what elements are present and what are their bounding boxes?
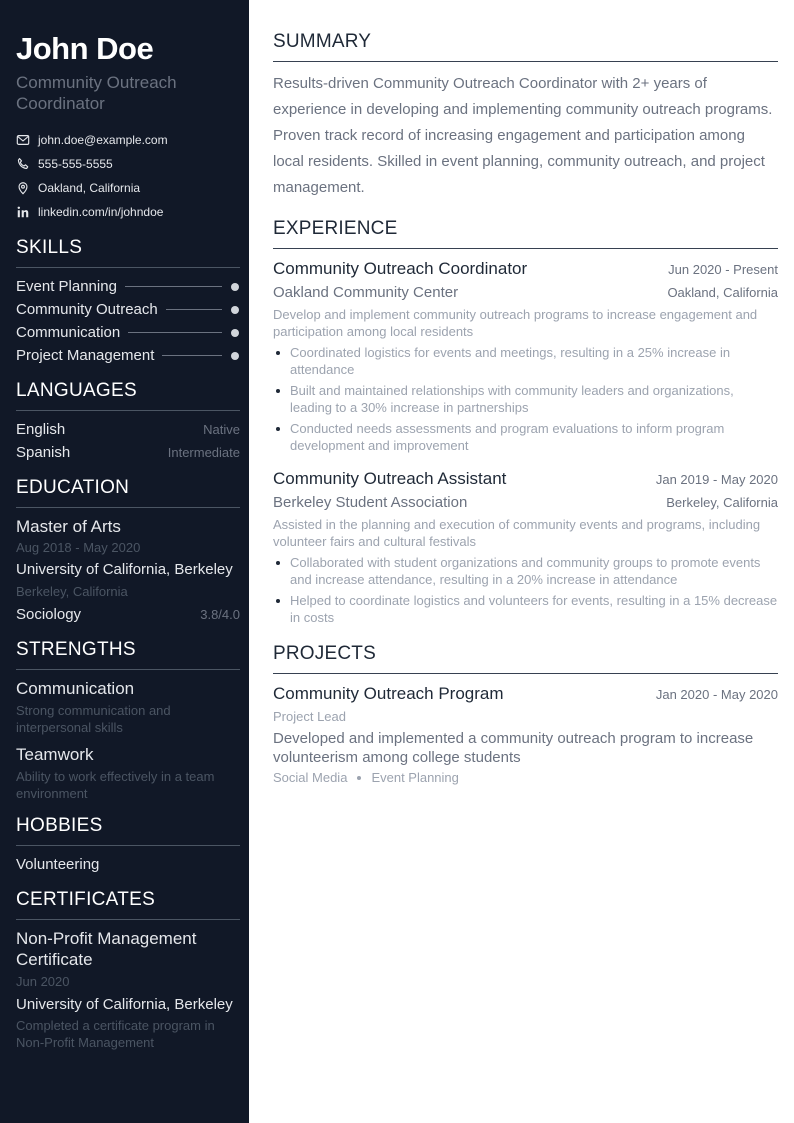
education-gpa: 3.8/4.0 (200, 607, 240, 622)
location-pin-icon (16, 181, 30, 195)
project-tags (273, 770, 778, 785)
phone-icon (16, 157, 30, 171)
skill-label: Communication (16, 324, 121, 341)
project-role: Project Lead (273, 709, 346, 724)
skill-line (166, 309, 222, 310)
main-content (273, 30, 778, 785)
project-header (273, 683, 778, 705)
strengths-heading: STRENGTHS (16, 638, 240, 670)
job-description: Develop and implement community outreach programs to increase engagement and participation among local residents (273, 307, 758, 339)
education-field: Sociology (16, 606, 82, 623)
job-bullets (273, 344, 778, 454)
skill-item (16, 321, 240, 344)
contact-location-text: Oakland, California (38, 181, 141, 195)
hobby-item: Volunteering (16, 856, 100, 873)
job-dates: Jan 2019 - May 2020 (655, 472, 778, 487)
skill-line (162, 355, 222, 356)
hobbies-heading: HOBBIES (16, 814, 240, 846)
project-item (273, 683, 778, 785)
experience-subheader (273, 280, 778, 304)
skills-heading: SKILLS (16, 236, 240, 268)
certificate-description: Completed a certificate program in Non-Profit Management (16, 1018, 215, 1050)
experience-item (273, 468, 778, 626)
certificates-heading: CERTIFICATES (16, 888, 240, 920)
languages-heading: LANGUAGES (16, 379, 240, 411)
experience-item (273, 258, 778, 454)
experience-heading: EXPERIENCE (273, 217, 778, 249)
job-bullets (273, 554, 778, 626)
project-tag: Social Media (273, 770, 348, 785)
education-heading: EDUCATION (16, 476, 240, 508)
skill-label: Project Management (16, 347, 155, 364)
contact-email-text: john.doe@example.com (38, 133, 168, 147)
skill-label: Event Planning (16, 278, 117, 295)
job-organization: Berkeley Student Association (273, 494, 468, 511)
experience-header (273, 468, 778, 490)
education-school: University of California, Berkeley (16, 561, 233, 578)
contact-email[interactable] (16, 128, 240, 152)
job-title: Community Outreach Assistant (273, 469, 507, 488)
skill-label: Community Outreach (16, 301, 158, 318)
skill-item (16, 275, 240, 298)
language-name: English (16, 421, 66, 438)
project-description: Developed and implemented a community outreach program to increase volunteerism among college students (273, 730, 754, 766)
tag-separator (357, 776, 361, 780)
email-icon (16, 133, 30, 147)
experience-header (273, 258, 778, 280)
languages-list (16, 418, 240, 464)
strength-name: Communication (16, 679, 135, 698)
certificate-issuer: University of California, Berkeley (16, 996, 233, 1013)
project-tag: Event Planning (371, 770, 459, 785)
contact-phone-text: 555-555-5555 (38, 157, 113, 171)
job-title: Community Outreach Coordinator (273, 259, 528, 278)
linkedin-icon (16, 205, 30, 219)
skill-item (16, 344, 240, 367)
education-degree: Master of Arts (16, 517, 121, 536)
candidate-name: John Doe (16, 31, 154, 66)
skill-dot (231, 329, 239, 337)
experience-subheader (273, 490, 778, 514)
language-name: Spanish (16, 444, 71, 461)
sidebar (0, 0, 249, 1123)
skill-dot (231, 352, 239, 360)
job-description: Assisted in the planning and execution of community events and programs, including volunteer fairs and cultural festivals (273, 517, 761, 549)
strength-description: Strong communication and interpersonal skills (16, 703, 171, 735)
job-location: Berkeley, California (666, 495, 778, 510)
language-level: Native (203, 422, 240, 437)
job-bullet: Conducted needs assessments and program evaluations to inform program development and improvement (273, 420, 778, 454)
language-level: Intermediate (167, 445, 240, 460)
project-dates: Jan 2020 - May 2020 (655, 687, 778, 702)
job-bullet: Built and maintained relationships with community leaders and organizations, leading to a 30% increase in partnerships (273, 382, 778, 416)
job-bullet: Helped to coordinate logistics and volunteers for events, resulting in a 15% decrease in costs (273, 592, 778, 626)
skill-line (125, 286, 222, 287)
job-bullet: Coordinated logistics for events and meetings, resulting in a 25% increase in attendance (273, 344, 778, 378)
job-location: Oakland, California (667, 285, 778, 300)
job-dates: Jun 2020 - Present (668, 262, 778, 277)
contact-location (16, 176, 240, 200)
skill-dot (231, 283, 239, 291)
language-item (16, 418, 240, 441)
certificate-entry (16, 928, 240, 1051)
certificate-date: Jun 2020 (16, 974, 70, 989)
contact-linkedin-text: linkedin.com/in/johndoe (38, 205, 164, 219)
skill-item (16, 298, 240, 321)
skills-list (16, 275, 240, 367)
education-entry (16, 516, 240, 626)
strength-name: Teamwork (16, 745, 94, 764)
strength-item (16, 744, 240, 802)
summary-heading: SUMMARY (273, 30, 778, 62)
project-name: Community Outreach Program (273, 684, 504, 703)
education-dates: Aug 2018 - May 2020 (16, 540, 141, 555)
strength-description: Ability to work effectively in a team environment (16, 769, 215, 801)
contact-list (16, 128, 240, 224)
education-location: Berkeley, California (16, 584, 128, 599)
skill-dot (231, 306, 239, 314)
job-bullet: Collaborated with student organizations and community groups to promote events and increase attendance, resulting in a 20% increase in attendance (273, 554, 778, 588)
language-item (16, 441, 240, 464)
job-organization: Oakland Community Center (273, 284, 459, 301)
contact-linkedin[interactable] (16, 200, 240, 224)
certificate-name: Non-Profit Management Certificate (16, 929, 197, 969)
education-field-row (16, 603, 240, 626)
strength-item (16, 678, 240, 736)
contact-phone[interactable] (16, 152, 240, 176)
projects-heading: PROJECTS (273, 642, 778, 674)
summary-text: Results-driven Community Outreach Coordinator with 2+ years of experience in developing and implementing community outreach programs. Proven track record of increasing engagement and participation among local residents. Skilled in event planning, community outreach, and project management. (273, 75, 773, 196)
skill-line (128, 332, 222, 333)
candidate-title: Community Outreach Coordinator (16, 73, 177, 113)
